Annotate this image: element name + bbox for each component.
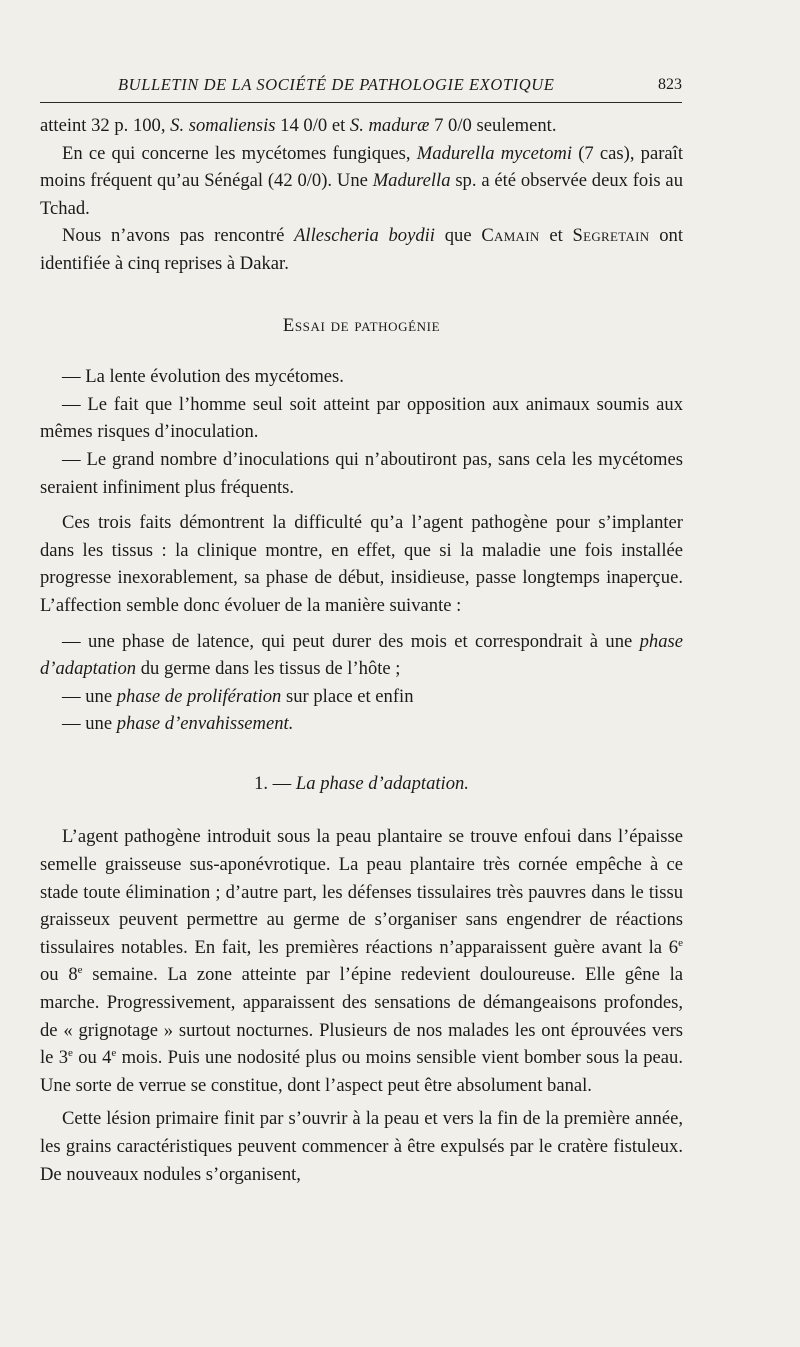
paragraph-species-stats: atteint 32 p. 100, S. somaliensis 14 0/0 et S. maduræ 7 0/0 seulement. [40,115,557,136]
point-item: — Le fait que l’homme seul soit atteint par opposition aux animaux soumis aux mêmes risques d’inoculation. [40,393,683,443]
phase-item: — une phase de prolifération sur place et enfin [62,685,414,707]
phase-item: — une phase d’envahissement. [62,713,294,735]
point-item: — Le grand nombre d’inoculations qui n’aboutiront pas, sans cela les mycétomes seraient infiniment plus fréquents. [40,448,683,498]
paragraph-three-facts: Ces trois faits démontrent la difficulté qu’a l’agent pathogène pour s’implanter dans les tissus : la clinique montre, en effet, que si la maladie une fois installée progresse inexorablement, sa phase de début, insidieuse, passe longtemps inaperçue. L’affection semble donc évoluer de la manière suivante : [40,512,683,616]
subsection-heading: 1. — La phase d’adaptation. [254,772,469,794]
running-title: BULLETIN DE LA SOCIÉTÉ DE PATHOLOGIE EXOTIQUE [118,75,555,94]
page-number: 823 [658,76,682,93]
point-item: — La lente évolution des mycétomes. [62,366,344,388]
page-header [40,74,682,103]
paragraph-allescheria: Nous n’avons pas rencontré Allescheria boydii que Camain et Segretain ont identifiée à cinq reprises à Dakar. [40,225,683,274]
phase-item: — une phase de latence, qui peut durer des mois et correspondrait à une phase d’adaptation du germe dans les tissus de l’hôte ; [40,630,683,680]
paragraph-adaptation: L’agent pathogène introduit sous la peau plantaire se trouve enfoui dans l’épaisse semelle graisseuse sus-aponévrotique. La peau plantaire très cornée empêche à ce stade toute élimination ; d’autre part, les défenses tissulaires très pauvres dans le tissu graisseux peuvent permettre au germe de s’organiser sans engendrer de réactions tissulaires notables. En fait, les premières réactions n’apparaissent guère avant la 6e ou 8e semaine. La zone atteinte par l’épine redevient douloureuse. Elle gêne la marche. Progressivement, apparaissent des sensations de démangeaisons profondes, de « grignotage » surtout nocturnes. Plusieurs de nos malades les ont éprouvées vers le 3e ou 4e mois. Puis une nodosité plus ou moins sensible vient bomber sous la peau. Une sorte de verrue se constitue, dont l’aspect peut être absolument banal. [40,826,683,1096]
article-body [40,112,683,1188]
paragraph-primary-lesion: Cette lésion primaire finit par s’ouvrir à la peau et vers la fin de la première année, les grains caractéristiques peuvent commencer à être expulsés par le cratère fistuleux. De nouveaux nodules s’organisent, [40,1108,683,1185]
paragraph-fungal-mycetomas: En ce qui concerne les mycétomes fungiques, Madurella mycetomi (7 cas), paraît moins fréquent qu’au Sénégal (42 0/0). Une Madurella sp. a été observée deux fois au Tchad. [40,142,683,219]
section-heading: Essai de pathogénie [282,314,441,336]
